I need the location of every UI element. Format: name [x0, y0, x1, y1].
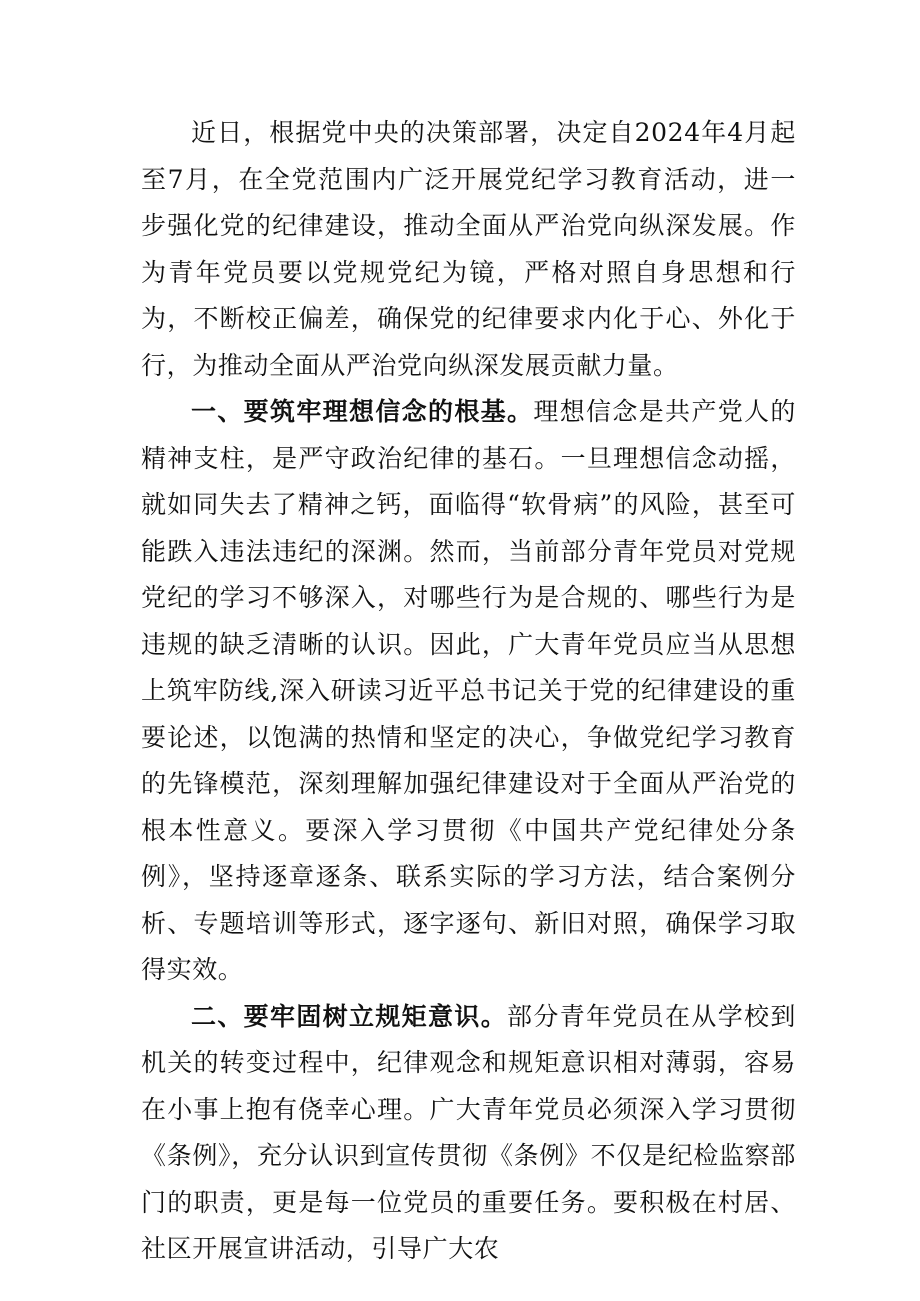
- paragraph-body: 部分青年党员在从学校到机关的转变过程中，纪律观念和规矩意识相对薄弱，容易在小事上抱有侥幸心理。广大青年党员必须深入学习贯彻《条例》，充分认识到宣传贯彻《条例》不仅是纪检监察部门的职责，更是每一位党员的重要任务。要积极在村居、社区开展宣讲活动，引导广大农: [141, 1001, 796, 1263]
- paragraph-body: 理想信念是共产党人的精神支柱，是严守政治纪律的基石。一旦理想信念动摇，就如同失去了精神之钙，面临得“软骨病”的风险，甚至可能跌入违法违纪的深渊。然而，当前部分青年党员对党规党纪的学习不够深入，对哪些行为是合规的、哪些行为是违规的缺乏清晰的认识。因此，广大青年党员应当从思想上筑牢防线,深入研读习近平总书记关于党的纪律建设的重要论述，以饱满的热情和坚定的决心，争做党纪学习教育的先锋模范，深刻理解加强纪律建设对于全面从严治党的根本性意义。要深入学习贯彻《中国共产党纪律处分条例》，坚持逐章逐条、联系实际的学习方法，结合案例分析、专题培训等形式，逐字逐句、新旧对照，确保学习取得实效。: [141, 397, 796, 984]
- intro-paragraph: [141, 110, 796, 389]
- document-body: [141, 110, 796, 1273]
- paragraph-body: 近日，根据党中央的决策部署，决定自2024年4月起至7月，在全党范围内广泛开展党纪学习教育活动，进一步强化党的纪律建设，推动全面从严治党向纵深发展。作为青年党员要以党规党纪为镜，严格对照自身思想和行为，不断校正偏差，确保党的纪律要求内化于心、外化于行，为推动全面从严治党向纵深发展贡献力量。: [141, 118, 796, 380]
- section-one-heading: 一、要筑牢理想信念的根基。: [191, 397, 534, 426]
- section-two-paragraph: [141, 994, 796, 1273]
- section-one-paragraph: [141, 389, 796, 994]
- section-two-heading: 二、要牢固树立规矩意识。: [191, 1001, 508, 1031]
